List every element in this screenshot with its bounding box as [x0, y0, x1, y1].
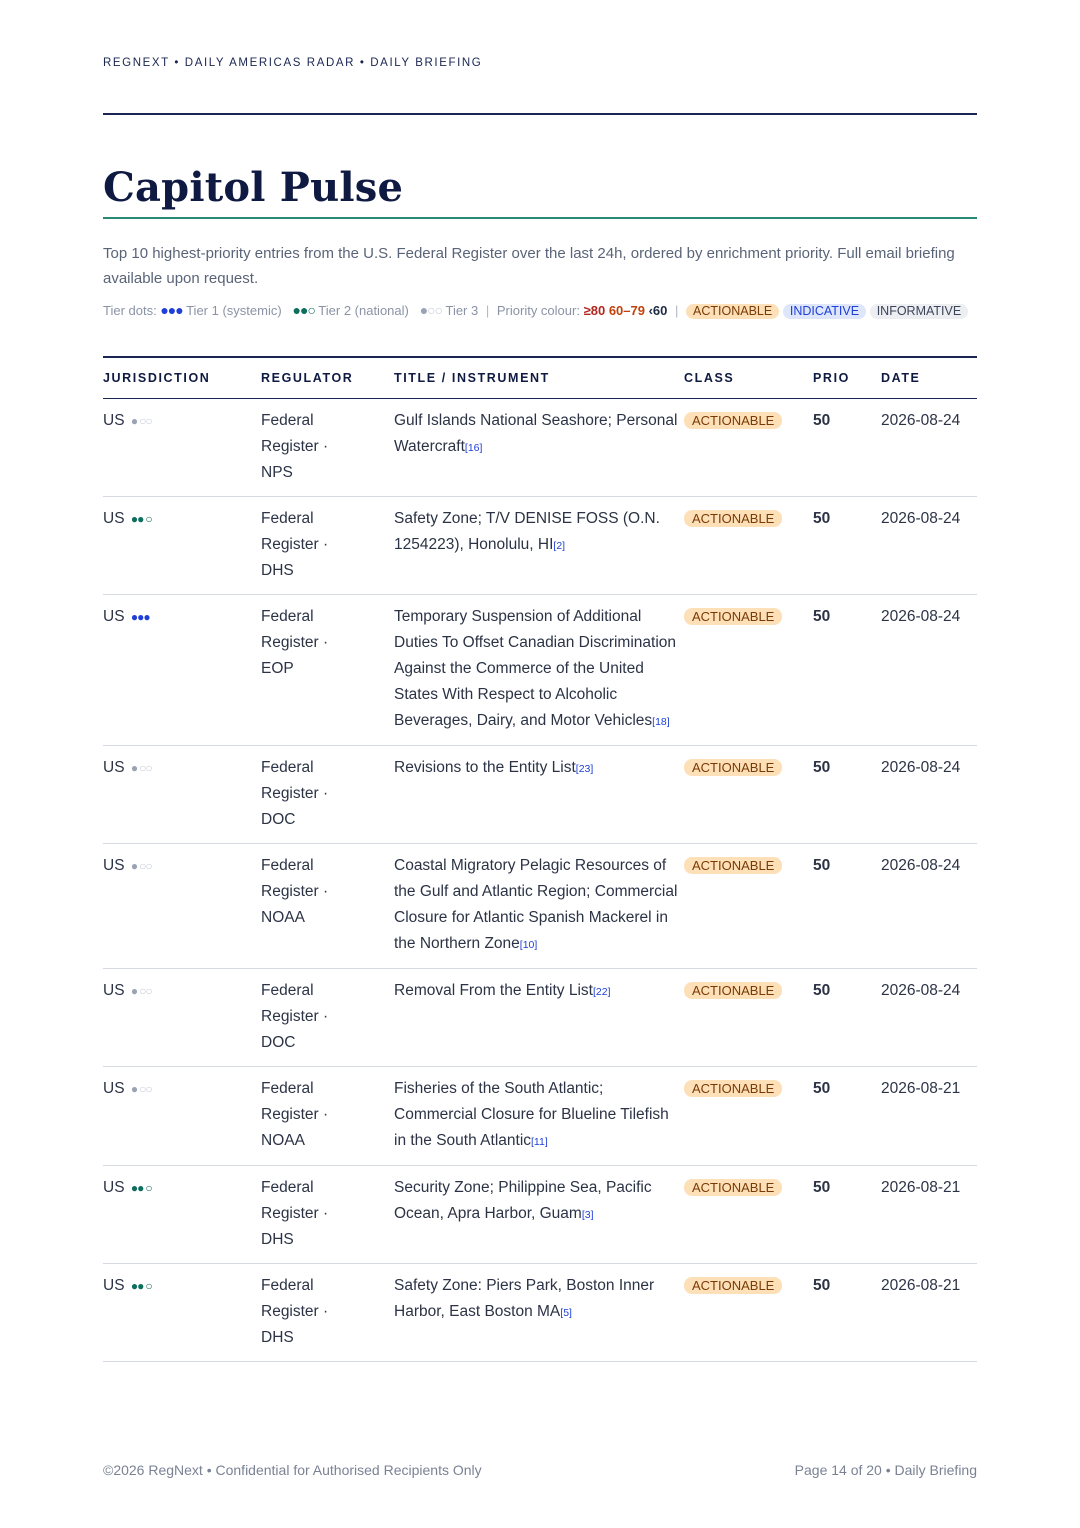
- regulator-agency: DHS: [261, 562, 294, 579]
- tier-dots-filled-icon: ●●●: [130, 610, 150, 624]
- table-row: [103, 595, 977, 746]
- cell-title: [394, 497, 684, 595]
- tier-dots-empty-icon: ○: [145, 1279, 152, 1293]
- instrument-title: Security Zone; Philippine Sea, Pacific Ocean, Apra Harbor, Guam: [394, 1179, 652, 1222]
- regulator-line: Register ·: [261, 634, 329, 651]
- instrument-title: Safety Zone: Piers Park, Boston Inner Harbor, East Boston MA: [394, 1277, 655, 1320]
- cell-regulator: [261, 969, 394, 1067]
- legend-prio-low: ‹60: [648, 303, 668, 318]
- cell-jurisdiction: [103, 746, 261, 844]
- instrument-title: Safety Zone; T/V DENISE FOSS (O.N. 1254223), Honolulu, HI: [394, 510, 660, 553]
- regulator-line: Federal: [261, 759, 314, 776]
- table-row: [103, 1166, 977, 1264]
- cell-prio: 50: [813, 399, 881, 497]
- col-header-class: CLASS: [684, 357, 813, 399]
- tier-dots-filled-icon: ●: [130, 761, 138, 775]
- footer-page-info: Page 14 of 20 • Daily Briefing: [794, 1462, 977, 1478]
- regulator-line: Register ·: [261, 883, 329, 900]
- legend-tier-prefix: Tier dots:: [103, 303, 157, 318]
- jurisdiction-code: US: [103, 1179, 125, 1196]
- table-row: [103, 1067, 977, 1166]
- reference-link[interactable]: [23]: [575, 763, 594, 775]
- legend-priority-prefix: Priority colour:: [496, 303, 580, 318]
- tier-dots-empty-icon: ○○: [139, 414, 152, 428]
- cell-regulator: [261, 746, 394, 844]
- col-header-title: TITLE / INSTRUMENT: [394, 357, 684, 399]
- tier-dots-empty-icon: ○: [145, 512, 152, 526]
- legend-class-actionable: ACTIONABLE: [686, 304, 779, 319]
- regulator-line: Register ·: [261, 785, 329, 802]
- col-header-prio: PRIO: [813, 357, 881, 399]
- class-badge: ACTIONABLE: [684, 1277, 782, 1294]
- legend-separator-2: |: [675, 303, 679, 318]
- regulator-agency: NOAA: [261, 909, 305, 926]
- cell-class: [684, 969, 813, 1067]
- legend-tier3-label: Tier 3: [445, 303, 479, 318]
- regulator-line: Federal: [261, 1179, 314, 1196]
- cell-date: 2026-08-24: [881, 399, 977, 497]
- jurisdiction-code: US: [103, 510, 125, 527]
- jurisdiction-code: US: [103, 608, 125, 625]
- legend-separator: |: [485, 303, 490, 318]
- regulator-line: Register ·: [261, 536, 329, 553]
- jurisdiction-code: US: [103, 982, 125, 999]
- tier-dots-empty-icon: ○○: [139, 761, 152, 775]
- cell-regulator: [261, 1067, 394, 1166]
- regulator-agency: NOAA: [261, 1132, 305, 1149]
- legend-prio-mid: 60–79: [608, 303, 645, 318]
- cell-prio: 50: [813, 595, 881, 746]
- instrument-title: Fisheries of the South Atlantic; Commercial Closure for Blueline Tilefish in the South Atlantic: [394, 1080, 669, 1149]
- reference-link[interactable]: [3]: [581, 1209, 594, 1221]
- cell-prio: 50: [813, 746, 881, 844]
- jurisdiction-code: US: [103, 412, 125, 429]
- cell-date: 2026-08-24: [881, 497, 977, 595]
- cell-regulator: [261, 399, 394, 497]
- regulator-agency: NPS: [261, 464, 293, 481]
- reference-link[interactable]: [5]: [560, 1307, 572, 1319]
- header-divider: [103, 113, 977, 115]
- class-badge: ACTIONABLE: [684, 759, 782, 776]
- jurisdiction-code: US: [103, 857, 125, 874]
- cell-regulator: [261, 1166, 394, 1264]
- cell-class: [684, 497, 813, 595]
- reference-link[interactable]: [2]: [553, 540, 566, 552]
- jurisdiction-code: US: [103, 1080, 125, 1097]
- regulator-line: Register ·: [261, 1303, 329, 1320]
- cell-title: [394, 595, 684, 746]
- instrument-title: Revisions to the Entity List: [394, 759, 576, 776]
- cell-prio: 50: [813, 1166, 881, 1264]
- regulator-agency: DHS: [261, 1231, 294, 1248]
- regulator-line: Register ·: [261, 438, 329, 455]
- cell-prio: 50: [813, 969, 881, 1067]
- cell-jurisdiction: [103, 844, 261, 969]
- instrument-title: Removal From the Entity List: [394, 982, 593, 999]
- regulator-agency: EOP: [261, 660, 294, 677]
- cell-regulator: [261, 595, 394, 746]
- table-row: [103, 1264, 977, 1362]
- cell-date: 2026-08-24: [881, 746, 977, 844]
- reference-link[interactable]: [22]: [592, 986, 611, 998]
- cell-class: [684, 1166, 813, 1264]
- regulator-agency: DHS: [261, 1329, 294, 1346]
- cell-title: [394, 1067, 684, 1166]
- cell-date: 2026-08-24: [881, 969, 977, 1067]
- col-header-regulator: REGULATOR: [261, 357, 394, 399]
- tier-dots-filled-icon: ●: [130, 859, 138, 873]
- cell-date: 2026-08-21: [881, 1166, 977, 1264]
- cell-jurisdiction: [103, 595, 261, 746]
- class-badge: ACTIONABLE: [684, 982, 782, 999]
- table-header-row: [103, 357, 977, 399]
- tier-dots-filled-icon: ●: [130, 414, 138, 428]
- class-badge: ACTIONABLE: [684, 608, 782, 625]
- class-badge: ACTIONABLE: [684, 857, 782, 874]
- class-badge: ACTIONABLE: [684, 1179, 782, 1196]
- title-divider: [103, 217, 977, 219]
- legend-tier1-label: Tier 1 (systemic): [186, 303, 282, 318]
- table-row: [103, 497, 977, 595]
- cell-prio: 50: [813, 497, 881, 595]
- tier-dots-filled-icon: ●: [130, 984, 138, 998]
- table-row: [103, 746, 977, 844]
- entries-table: [103, 356, 977, 1362]
- cell-title: [394, 844, 684, 969]
- cell-class: [684, 844, 813, 969]
- cell-jurisdiction: [103, 399, 261, 497]
- legend-prio-high: ≥80: [583, 303, 606, 318]
- regulator-line: Federal: [261, 608, 314, 625]
- class-badge: ACTIONABLE: [684, 412, 782, 429]
- intro-paragraph: Top 10 highest-priority entries from the U.S. Federal Register over the last 24h, ordered by enrichment priority. Full email briefing available upon request.: [103, 245, 955, 287]
- tier2-dots-empty-icon: ○: [307, 302, 315, 318]
- instrument-title: Gulf Islands National Seashore; Personal Watercraft: [394, 412, 678, 455]
- regulator-line: Federal: [261, 1080, 314, 1097]
- tier-dots-empty-icon: ○○: [139, 859, 152, 873]
- cell-regulator: [261, 1264, 394, 1362]
- cell-class: [684, 746, 813, 844]
- cell-class: [684, 1067, 813, 1166]
- cell-jurisdiction: [103, 969, 261, 1067]
- page-title: Capitol Pulse: [103, 164, 404, 211]
- header-kicker: REGNEXT • DAILY AMERICAS RADAR • DAILY BRIEFING: [103, 57, 483, 69]
- tier3-dots-filled-icon: ●: [419, 302, 428, 318]
- tier2-dots-filled-icon: ●●: [292, 302, 308, 318]
- tier3-dots-empty-icon: ○○: [427, 302, 443, 318]
- reference-link[interactable]: [10]: [519, 939, 538, 951]
- tier-dots-filled-icon: ●●: [130, 1279, 144, 1293]
- tier-dots-filled-icon: ●●: [130, 512, 144, 526]
- col-header-date: DATE: [881, 357, 977, 399]
- col-header-jurisdiction: JURISDICTION: [103, 357, 261, 399]
- table-body: [103, 399, 977, 1362]
- cell-regulator: [261, 844, 394, 969]
- cell-prio: 50: [813, 844, 881, 969]
- cell-regulator: [261, 497, 394, 595]
- jurisdiction-code: US: [103, 759, 125, 776]
- jurisdiction-code: US: [103, 1277, 125, 1294]
- tier-dots-empty-icon: ○○: [139, 984, 152, 998]
- cell-prio: 50: [813, 1067, 881, 1166]
- class-badge: ACTIONABLE: [684, 510, 782, 527]
- tier-dots-empty-icon: ○○: [139, 1082, 152, 1096]
- reference-link[interactable]: [18]: [652, 716, 670, 728]
- regulator-line: Federal: [261, 412, 314, 429]
- regulator-line: Federal: [261, 857, 314, 874]
- cell-title: [394, 1166, 684, 1264]
- cell-title: [394, 399, 684, 497]
- regulator-agency: DOC: [261, 811, 296, 828]
- legend: [103, 299, 977, 322]
- tier-dots-empty-icon: ○: [145, 1181, 152, 1195]
- cell-prio: 50: [813, 1264, 881, 1362]
- cell-title: [394, 746, 684, 844]
- regulator-line: Federal: [261, 982, 314, 999]
- table-row: [103, 844, 977, 969]
- tier1-dots-icon: ●●●: [160, 302, 183, 318]
- cell-date: 2026-08-24: [881, 844, 977, 969]
- regulator-line: Federal: [261, 510, 314, 527]
- reference-link[interactable]: [11]: [531, 1136, 548, 1148]
- instrument-title: Temporary Suspension of Additional Duties To Offset Canadian Discrimination Against the Commerce of the United States With Respect to Alcoholic Beverages, Dairy, and Motor Vehicles: [394, 608, 677, 729]
- cell-class: [684, 1264, 813, 1362]
- cell-title: [394, 1264, 684, 1362]
- instrument-title: Coastal Migratory Pelagic Resources of the Gulf and Atlantic Region; Commercial Closure for Atlantic Spanish Mackerel in the Northern Zone: [394, 857, 678, 952]
- cell-jurisdiction: [103, 1067, 261, 1166]
- legend-class-indicative: INDICATIVE: [783, 304, 866, 319]
- cell-jurisdiction: [103, 497, 261, 595]
- tier-dots-filled-icon: ●●: [130, 1181, 144, 1195]
- table-row: [103, 399, 977, 497]
- cell-date: 2026-08-21: [881, 1264, 977, 1362]
- legend-class-informative: INFORMATIVE: [870, 304, 969, 319]
- cell-title: [394, 969, 684, 1067]
- table-row: [103, 969, 977, 1067]
- cell-date: 2026-08-21: [881, 1067, 977, 1166]
- regulator-line: Register ·: [261, 1205, 329, 1222]
- regulator-agency: DOC: [261, 1034, 296, 1051]
- reference-link[interactable]: [16]: [464, 442, 483, 454]
- cell-date: 2026-08-24: [881, 595, 977, 746]
- cell-jurisdiction: [103, 1166, 261, 1264]
- cell-jurisdiction: [103, 1264, 261, 1362]
- tier-dots-filled-icon: ●: [130, 1082, 138, 1096]
- regulator-line: Register ·: [261, 1106, 329, 1123]
- cell-class: [684, 399, 813, 497]
- class-badge: ACTIONABLE: [684, 1080, 782, 1097]
- regulator-line: Federal: [261, 1277, 314, 1294]
- cell-class: [684, 595, 813, 746]
- footer-copyright: ©2026 RegNext • Confidential for Authorised Recipients Only: [103, 1462, 482, 1478]
- regulator-line: Register ·: [261, 1008, 329, 1025]
- legend-tier2-label: Tier 2 (national): [318, 303, 409, 318]
